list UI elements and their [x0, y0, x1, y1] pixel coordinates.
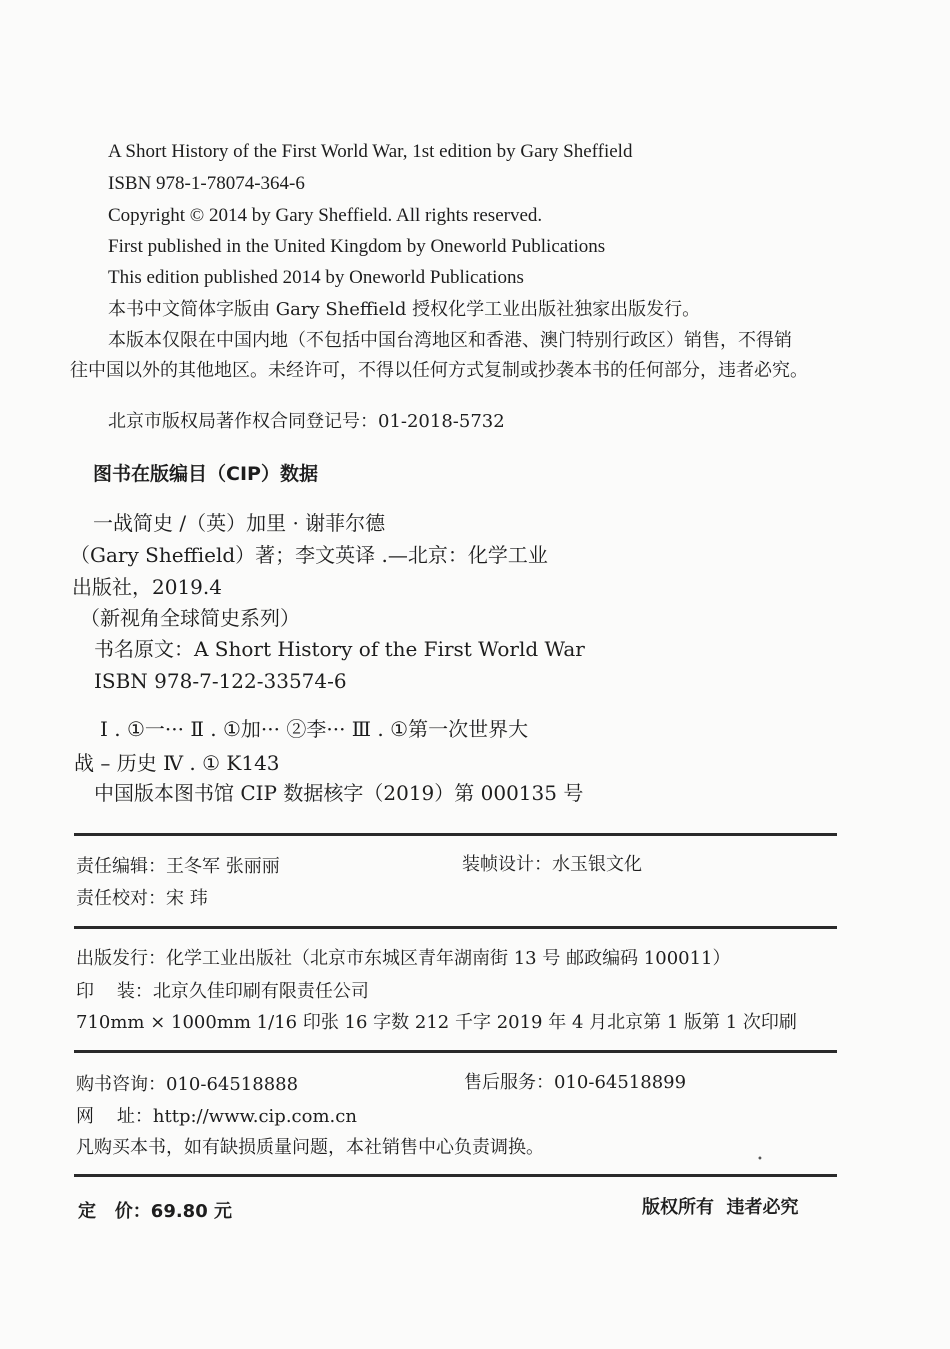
printer-row	[76, 980, 369, 1004]
proof-label: 责任校对：	[76, 888, 166, 909]
cip-line-9: 中国版本图书馆 CIP 数据核字（2019）第 000135 号	[94, 781, 584, 805]
editor-row	[76, 855, 280, 879]
consult-phone: 010-64518888	[166, 1074, 299, 1095]
publisher-row	[76, 947, 731, 971]
consult-label: 购书咨询：	[76, 1074, 166, 1095]
proof-row	[76, 887, 208, 911]
service-label: 售后服务：	[464, 1072, 554, 1093]
divider-2	[74, 926, 837, 929]
cip-heading: 图书在版编目（CIP）数据	[93, 463, 318, 485]
cip-line-4: （新视角全球简史系列）	[80, 606, 300, 630]
website-label: 网 址：	[76, 1106, 153, 1127]
cip-line-7: Ⅰ . ①一··· Ⅱ . ①加··· ②李··· Ⅲ . ①第一次世界大	[100, 717, 529, 741]
publisher-value: 化学工业出版社（北京市东城区青年湖南街 13 号 邮政编码 100011）	[166, 948, 731, 969]
sales-restriction-line1: 本版本仅限在中国内地（不包括中国台湾地区和香港、澳门特别行政区）销售，不得销	[108, 330, 792, 351]
editor-label: 责任编辑：	[76, 856, 166, 877]
print-specs: 710mm × 1000mm 1/16 印张 16 字数 212 千字 2019 年 4 月北京第 1 版第 1 次印刷	[76, 1012, 797, 1033]
design-label: 装帧设计：	[462, 854, 552, 875]
copyright-line: Copyright © 2014 by Gary Sheffield. All rights reserved.	[108, 205, 543, 226]
website-row	[76, 1105, 357, 1129]
website-url[interactable]: http://www.cip.com.cn	[152, 1106, 357, 1127]
editor-names: 王冬军 张丽丽	[166, 856, 280, 877]
replacement-notice: 凡购买本书，如有缺损质量问题，本社销售中心负责调换。	[76, 1137, 544, 1158]
design-name: 水玉银文化	[552, 854, 642, 875]
cip-line-3: 出版社，2019.4	[72, 575, 222, 599]
service-phone: 010-64518899	[554, 1072, 687, 1093]
original-isbn: ISBN 978-1-78074-364-6	[108, 173, 305, 194]
dot-mark: •	[757, 1154, 763, 1165]
printer-value: 北京久佳印刷有限责任公司	[152, 981, 369, 1002]
publisher-label: 出版发行：	[76, 948, 166, 969]
copyright-registration: 北京市版权局著作权合同登记号：01-2018-5732	[108, 411, 505, 432]
divider-1	[74, 833, 837, 836]
sales-restriction-line2: 往中国以外的其他地区。未经许可，不得以任何方式复制或抄袭本书的任何部分，违者必究。	[70, 360, 808, 381]
divider-4	[74, 1174, 837, 1177]
cip-line-5: 书名原文：A Short History of the First World War	[94, 637, 585, 661]
cip-line-1: 一战简史 /（英）加里 · 谢菲尔德	[93, 511, 386, 535]
divider-3	[74, 1050, 837, 1053]
edition-published-line: This edition published 2014 by Oneworld Publications	[108, 267, 524, 288]
printer-label: 印 装：	[76, 981, 153, 1002]
consult-row	[76, 1073, 298, 1097]
all-rights-reserved: 版权所有 违者必究	[642, 1197, 799, 1218]
proof-name: 宋 玮	[166, 888, 208, 909]
original-title-line: A Short History of the First World War, 1st edition by Gary Sheffield	[108, 141, 633, 162]
service-row	[464, 1071, 686, 1095]
cip-line-2: （Gary Sheffield）著；李文英译 .—北京：化学工业	[70, 543, 548, 567]
cip-line-8: 战 – 历史 Ⅳ . ① K143	[74, 751, 280, 775]
cip-line-6: ISBN 978-7-122-33574-6	[94, 669, 347, 693]
license-statement: 本书中文简体字版由 Gary Sheffield 授权化学工业出版社独家出版发行。	[108, 299, 701, 320]
price: 定 价：69.80 元	[78, 1201, 233, 1222]
design-row	[462, 853, 642, 877]
first-published-line: First published in the United Kingdom by Oneworld Publications	[108, 236, 606, 257]
